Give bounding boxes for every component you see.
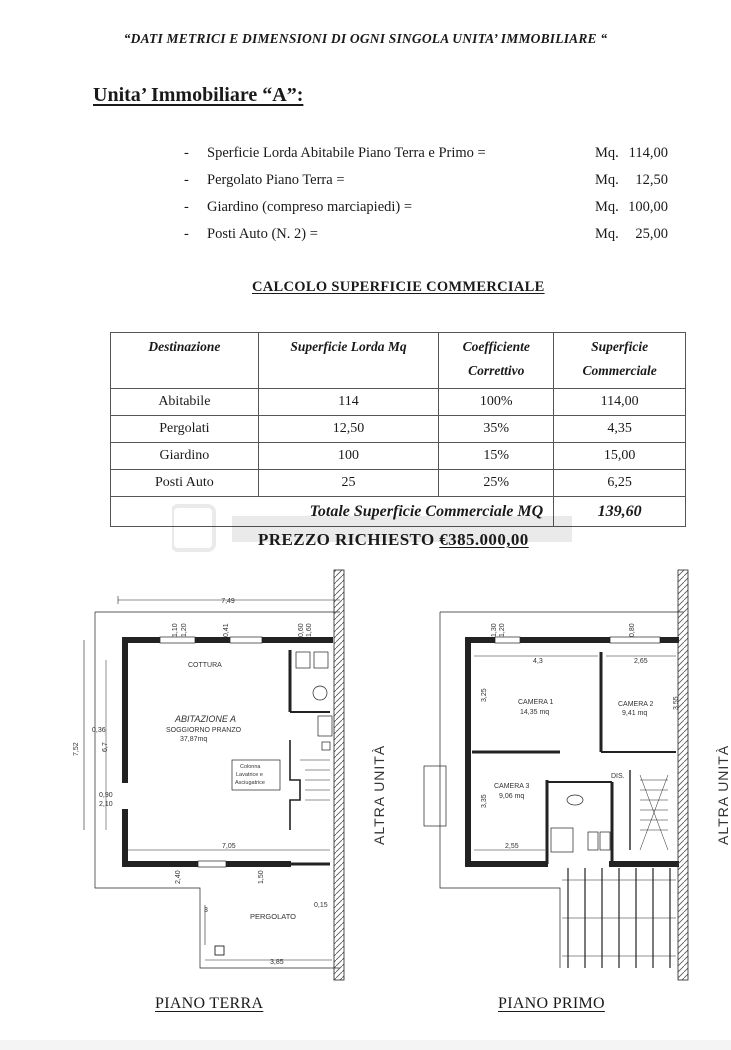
spec-value: 12,50 [635,172,668,188]
room-area: 9,41 mq [622,710,648,717]
spec-row [180,145,670,172]
dim-label: 4,3 [533,658,543,665]
asking-price [258,530,529,550]
dim-label: 3 [204,907,208,914]
room-name: CAMERA 3 [494,783,530,790]
dim-label: 1,30 [491,623,498,637]
room-area: 9,06 mq [499,793,525,800]
table-row [111,470,686,497]
price-amount: €385.000,00 [439,530,529,549]
dim-label: 2,10 [99,801,113,808]
room-name: CAMERA 1 [518,699,554,706]
dim-label: 2,65 [634,658,648,665]
total-label: Totale Superficie Commerciale MQ [111,497,554,527]
room-label: COTTURA [188,662,222,669]
cell-coeff: 35% [439,416,554,443]
table-row [111,389,686,416]
cell-comm: 15,00 [554,443,686,470]
note-label: Colonna [240,764,261,770]
table-row [111,416,686,443]
spec-list [180,145,670,253]
spec-label: Posti Auto (N. 2) = [207,226,318,242]
dim-label: 3,55 [673,696,680,710]
table-row [111,443,686,470]
calc-title: CALCOLO SUPERFICIE COMMERCIALE [252,279,545,295]
spec-value: 100,00 [628,199,668,215]
dim-label: 1,60 [306,623,313,637]
plan-piano-primo [424,570,688,980]
dim-label: 1,20 [499,623,506,637]
dim-label: 0,36 [92,727,106,734]
cell-comm: 6,25 [554,470,686,497]
cell-lorda: 12,50 [258,416,439,443]
note-label: Asciugatrice [235,780,265,786]
dim-label: 0,15 [314,902,328,909]
plan-piano-terra [84,570,344,980]
cell-dest: Abitabile [111,389,259,416]
plan-caption-terra: PIANO TERRA [155,995,264,1012]
spec-label: Sperficie Lorda Abitabile Piano Terra e Primo = [207,145,486,161]
spec-unit: Mq. [595,226,619,242]
dim-label: 1,10 [172,623,179,637]
room-name: ABITAZIONE A [175,714,237,724]
spec-label: Pergolato Piano Terra = [207,172,345,188]
spec-unit: Mq. [595,172,619,188]
floor-plans [0,560,731,990]
header-coefficiente: Coefficiente Correttivo [439,333,554,389]
table-total-row [111,497,686,527]
spec-label: Giardino (compreso marciapiedi) = [207,199,413,215]
dim-label: 0,41 [223,623,230,637]
total-value: 139,60 [554,497,686,527]
dim-label: 1,50 [258,870,265,884]
spec-row [180,199,670,226]
adjacent-unit-label: ALTRA UNITÀ [715,744,731,845]
cell-dest: Pergolati [111,416,259,443]
table-header-row [111,333,686,389]
dim-label: 7,05 [222,843,236,850]
spec-value: 114,00 [628,145,668,161]
cell-lorda: 100 [258,443,439,470]
cell-coeff: 100% [439,389,554,416]
spec-value: 25,00 [635,226,668,242]
unit-heading: Unita’ Immobiliare “A”: [93,84,304,106]
spec-unit: Mq. [595,199,619,215]
header-destinazione: Destinazione [111,333,259,389]
price-label: PREZZO RICHIESTO [258,530,440,549]
room-area: 14,35 mq [520,709,550,716]
dim-label: 1,20 [181,623,188,637]
page-footer-bar [0,1040,731,1050]
room-area: 37,87mq [180,736,208,743]
cell-comm: 114,00 [554,389,686,416]
dim-label: 0,90 [99,792,113,799]
cell-coeff: 25% [439,470,554,497]
bullet-dash: - [184,199,189,215]
dim-label: 7,52 [73,742,80,756]
header-superficie-commerciale: Superficie Commerciale [554,333,686,389]
room-name: CAMERA 2 [618,701,654,708]
dim-label: 0,80 [629,623,636,637]
spec-row [180,172,670,199]
room-label: PERGOLATO [250,912,296,921]
plan-caption-primo: PIANO PRIMO [498,995,605,1012]
bullet-dash: - [184,226,189,242]
header-superficie-lorda: Superficie Lorda Mq [258,333,439,389]
note-label: Lavatrice e [236,772,263,778]
document-title: “DATI METRICI E DIMENSIONI DI OGNI SINGOLA UNITA’ IMMOBILIARE “ [123,31,608,46]
cell-dest: Posti Auto [111,470,259,497]
bullet-dash: - [184,145,189,161]
cell-coeff: 15% [439,443,554,470]
dim-label: 0,60 [298,623,305,637]
cell-comm: 4,35 [554,416,686,443]
dim-label: 3,85 [270,959,284,966]
dim-label: 6,7 [102,742,109,752]
dim-label: 7,49 [221,598,235,605]
commercial-surface-table [110,332,686,527]
spec-unit: Mq. [595,145,619,161]
cell-lorda: 25 [258,470,439,497]
dim-label: 2,40 [175,870,182,884]
adjacent-unit-label: ALTRA UNITÀ [371,744,387,845]
plan-piano-primo-labels [481,623,731,850]
cell-lorda: 114 [258,389,439,416]
bullet-dash: - [184,172,189,188]
dim-label: 2,55 [505,843,519,850]
room-label: DIS. [611,773,625,780]
dim-label: 3,25 [481,688,488,702]
room-label: SOGGIORNO PRANZO [166,727,242,734]
spec-row [180,226,670,253]
dim-label: 3,35 [481,794,488,808]
cell-dest: Giardino [111,443,259,470]
